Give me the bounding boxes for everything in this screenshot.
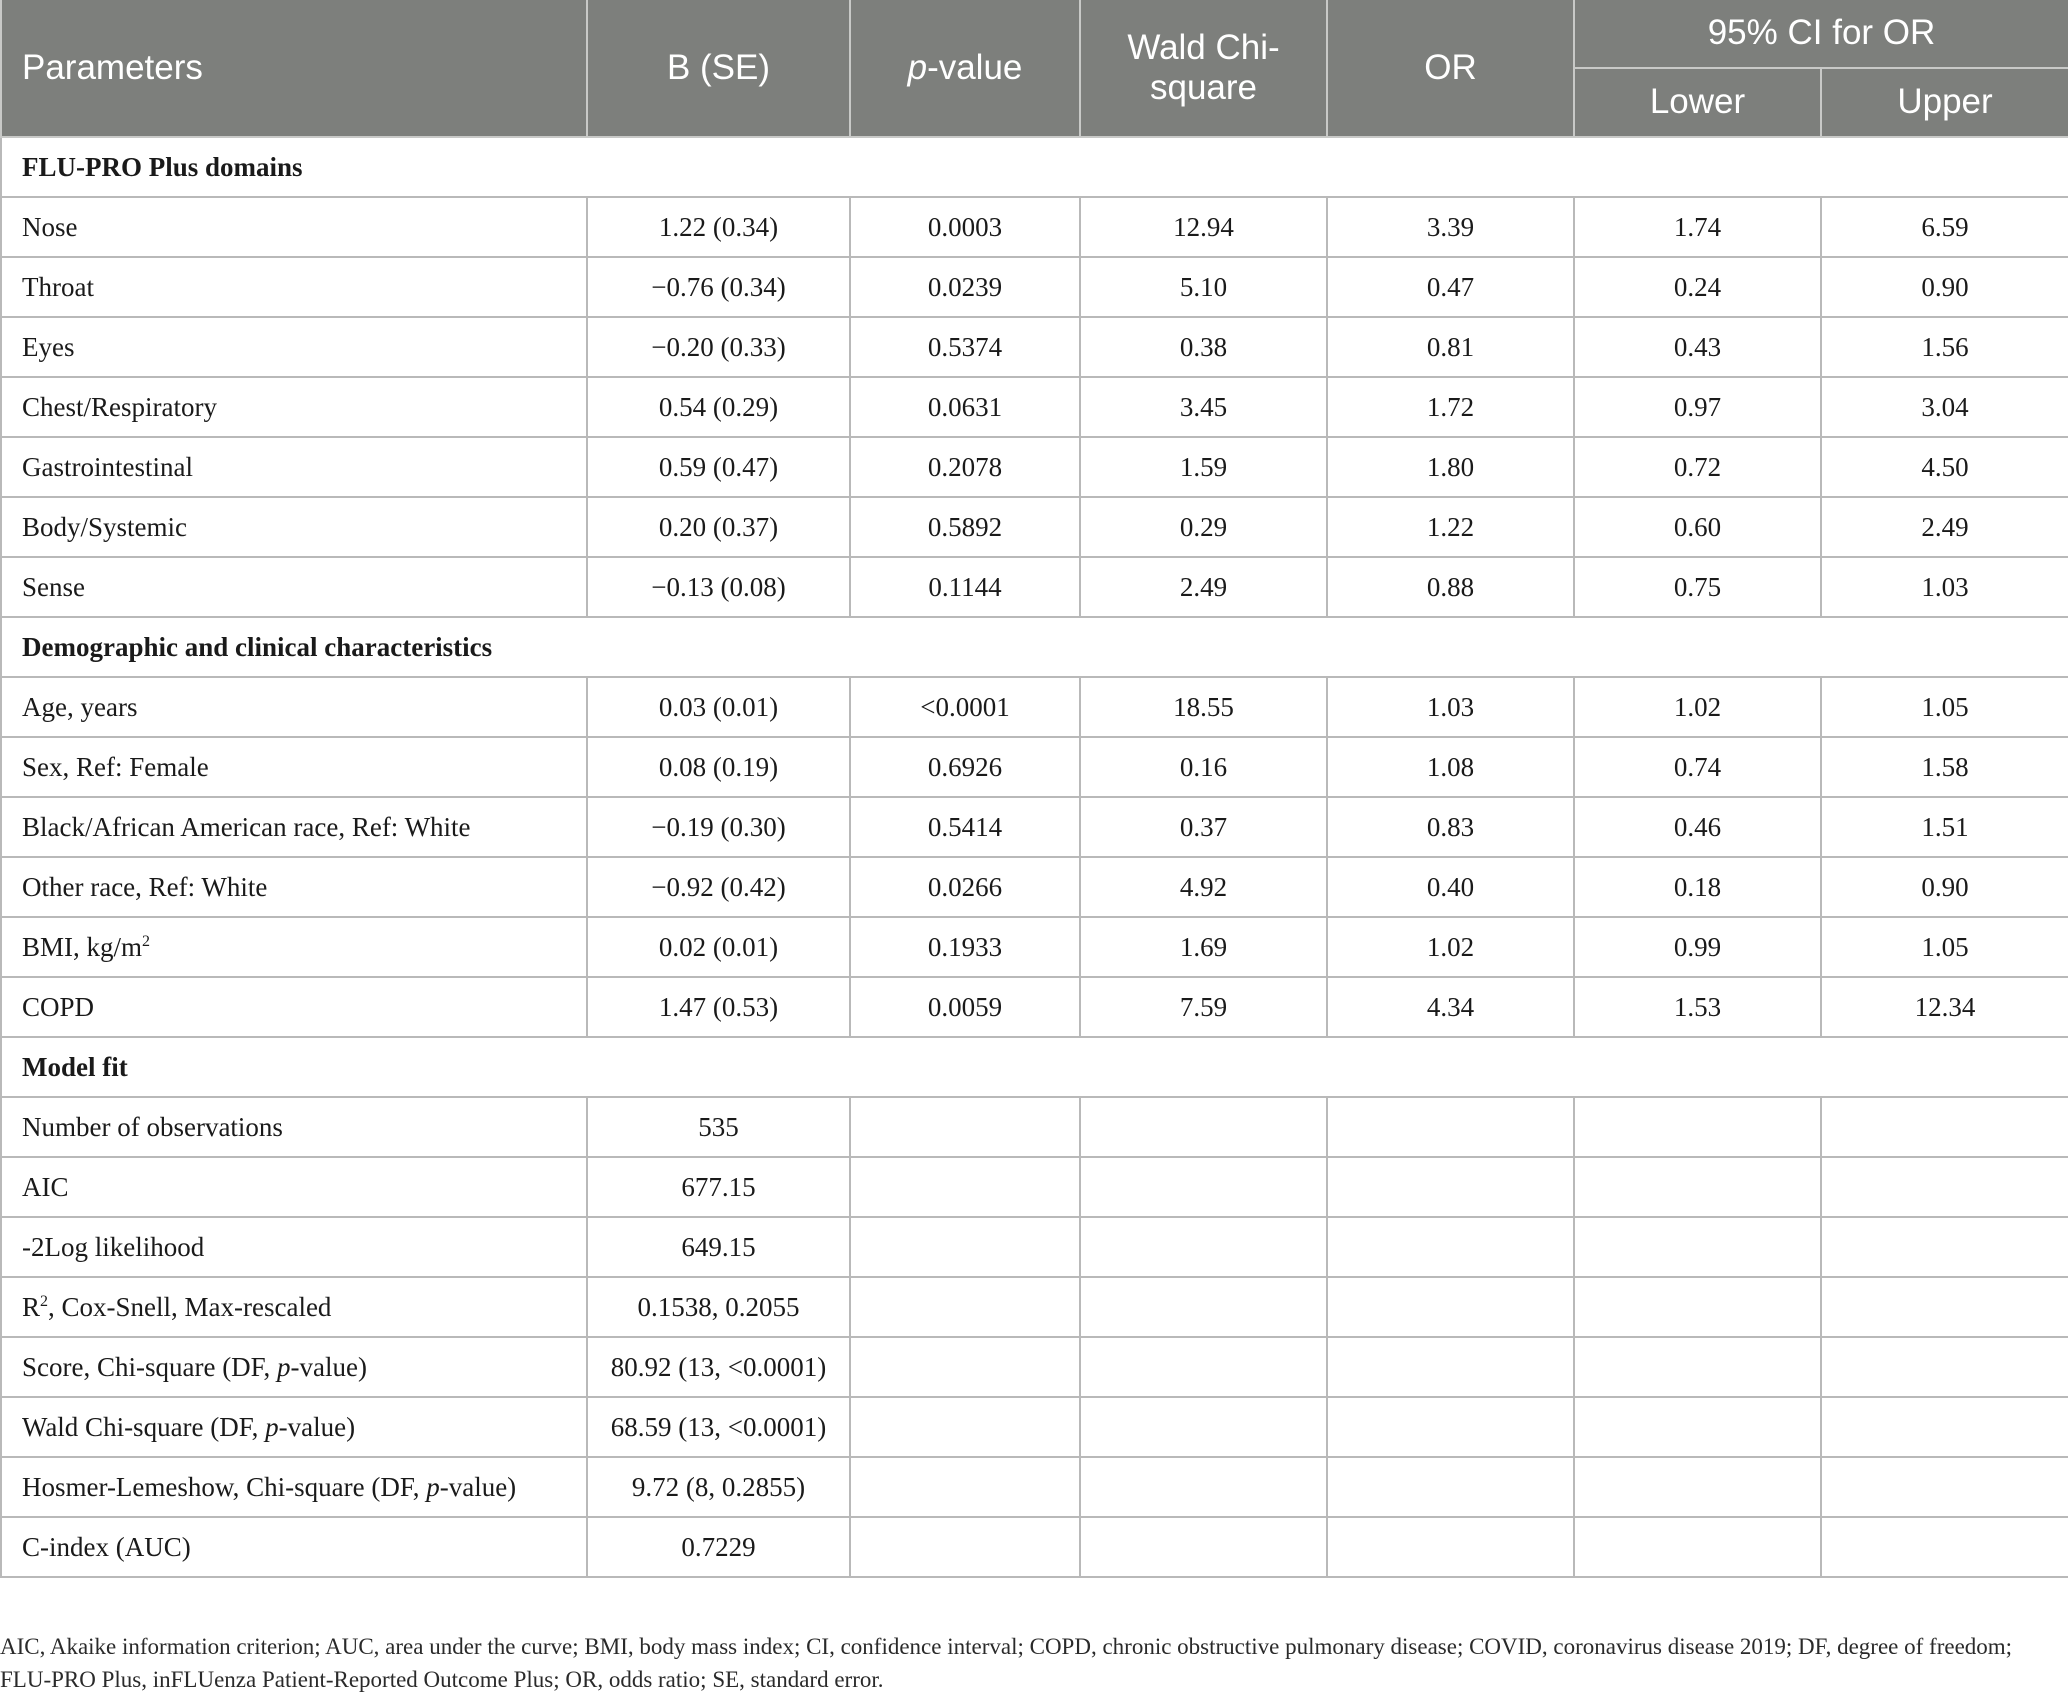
cell-lower: 0.43 <box>1574 317 1821 377</box>
empty-cell <box>1080 1397 1327 1457</box>
cell-lower: 1.53 <box>1574 977 1821 1037</box>
cell-or: 3.39 <box>1327 197 1574 257</box>
table-row <box>1 1277 2068 1337</box>
fit-value: 649.15 <box>587 1217 850 1277</box>
cell-wald: 1.59 <box>1080 437 1327 497</box>
cell-upper: 12.34 <box>1821 977 2068 1037</box>
cell-p: 0.0059 <box>850 977 1080 1037</box>
empty-cell <box>1327 1097 1574 1157</box>
cell-p: 0.5892 <box>850 497 1080 557</box>
empty-cell <box>1574 1277 1821 1337</box>
table-row <box>1 737 2068 797</box>
empty-cell <box>1574 1097 1821 1157</box>
empty-cell <box>850 1337 1080 1397</box>
empty-cell <box>1574 1217 1821 1277</box>
row-label: Age, years <box>1 677 587 737</box>
cell-upper: 1.56 <box>1821 317 2068 377</box>
fit-label <box>1 1457 587 1517</box>
section-model-fit: Model fit <box>1 1037 2068 1097</box>
score-label-b: -value) <box>290 1351 367 1382</box>
cell-b: 0.02 (0.01) <box>587 917 850 977</box>
empty-cell <box>1080 1097 1327 1157</box>
cell-wald: 12.94 <box>1080 197 1327 257</box>
flu-rows <box>1 197 2068 617</box>
empty-cell <box>1080 1157 1327 1217</box>
empty-cell <box>1327 1457 1574 1517</box>
cell-b: 0.54 (0.29) <box>587 377 850 437</box>
table-row <box>1 1337 2068 1397</box>
cell-lower: 0.99 <box>1574 917 1821 977</box>
table-row <box>1 1157 2068 1217</box>
cell-b: −0.13 (0.08) <box>587 557 850 617</box>
cell-b: −0.20 (0.33) <box>587 317 850 377</box>
empty-cell <box>1080 1277 1327 1337</box>
empty-cell <box>1821 1397 2068 1457</box>
cell-b: 1.47 (0.53) <box>587 977 850 1037</box>
cell-lower: 0.46 <box>1574 797 1821 857</box>
table-row <box>1 197 2068 257</box>
empty-cell <box>850 1397 1080 1457</box>
row-label: Chest/Respiratory <box>1 377 587 437</box>
table-body-demo-heading <box>1 617 2068 677</box>
r2-rest: , Cox-Snell, Max-rescaled <box>48 1291 332 1322</box>
cell-upper: 4.50 <box>1821 437 2068 497</box>
r2-sup: 2 <box>40 1292 49 1310</box>
cell-p: 0.0266 <box>850 857 1080 917</box>
cell-wald: 1.69 <box>1080 917 1327 977</box>
header-lower: Lower <box>1574 68 1821 137</box>
empty-cell <box>850 1517 1080 1577</box>
cell-p: 0.0239 <box>850 257 1080 317</box>
row-label: Eyes <box>1 317 587 377</box>
row-label <box>1 917 587 977</box>
header-b-se: B (SE) <box>587 0 850 137</box>
cell-or: 0.47 <box>1327 257 1574 317</box>
cell-p: <0.0001 <box>850 677 1080 737</box>
cell-b: 1.22 (0.34) <box>587 197 850 257</box>
fit-value: 9.72 (8, 0.2855) <box>587 1457 850 1517</box>
cell-wald: 0.37 <box>1080 797 1327 857</box>
cell-b: 0.20 (0.37) <box>587 497 850 557</box>
fit-value: 80.92 (13, <0.0001) <box>587 1337 850 1397</box>
r2-r: R <box>22 1291 41 1322</box>
cell-b: 0.08 (0.19) <box>587 737 850 797</box>
fit-label: C-index (AUC) <box>1 1517 587 1577</box>
bmi-sup: 2 <box>142 932 151 950</box>
row-label: Gastrointestinal <box>1 437 587 497</box>
cell-wald: 0.29 <box>1080 497 1327 557</box>
cell-lower: 1.02 <box>1574 677 1821 737</box>
section-row <box>1 617 2068 677</box>
empty-cell <box>1327 1157 1574 1217</box>
wald-label-a: Wald Chi-square (DF, <box>22 1411 266 1442</box>
table-row <box>1 1217 2068 1277</box>
cell-p: 0.1933 <box>850 917 1080 977</box>
table-row <box>1 317 2068 377</box>
row-label: Throat <box>1 257 587 317</box>
empty-cell <box>1080 1217 1327 1277</box>
row-label: Other race, Ref: White <box>1 857 587 917</box>
wald-label-p: p <box>265 1411 279 1442</box>
header-parameters: Parameters <box>1 0 587 137</box>
empty-cell <box>1574 1157 1821 1217</box>
empty-cell <box>850 1157 1080 1217</box>
cell-lower: 0.60 <box>1574 497 1821 557</box>
cell-upper: 6.59 <box>1821 197 2068 257</box>
cell-p: 0.5374 <box>850 317 1080 377</box>
cell-upper: 1.51 <box>1821 797 2068 857</box>
cell-wald: 3.45 <box>1080 377 1327 437</box>
row-label: COPD <box>1 977 587 1037</box>
cell-or: 4.34 <box>1327 977 1574 1037</box>
table-row <box>1 497 2068 557</box>
fit-label: Number of observations <box>1 1097 587 1157</box>
empty-cell <box>1821 1157 2068 1217</box>
cell-upper: 2.49 <box>1821 497 2068 557</box>
header-p-value <box>850 0 1080 137</box>
cell-wald: 18.55 <box>1080 677 1327 737</box>
cell-upper: 1.05 <box>1821 917 2068 977</box>
fit-value: 0.7229 <box>587 1517 850 1577</box>
cell-wald: 2.49 <box>1080 557 1327 617</box>
empty-cell <box>1327 1277 1574 1337</box>
cell-wald: 4.92 <box>1080 857 1327 917</box>
empty-cell <box>850 1217 1080 1277</box>
cell-or: 0.83 <box>1327 797 1574 857</box>
cell-wald: 7.59 <box>1080 977 1327 1037</box>
cell-b: 0.03 (0.01) <box>587 677 850 737</box>
fit-value: 0.1538, 0.2055 <box>587 1277 850 1337</box>
cell-p: 0.2078 <box>850 437 1080 497</box>
empty-cell <box>1574 1397 1821 1457</box>
empty-cell <box>1821 1517 2068 1577</box>
cell-p: 0.0003 <box>850 197 1080 257</box>
table-row <box>1 437 2068 497</box>
cell-lower: 0.75 <box>1574 557 1821 617</box>
empty-cell <box>1080 1337 1327 1397</box>
table-body-bmi-copd <box>1 917 2068 1577</box>
table-body <box>1 137 2068 197</box>
table-row <box>1 797 2068 857</box>
cell-lower: 1.74 <box>1574 197 1821 257</box>
empty-cell <box>1327 1337 1574 1397</box>
cell-or: 1.72 <box>1327 377 1574 437</box>
empty-cell <box>1574 1517 1821 1577</box>
cell-or: 1.08 <box>1327 737 1574 797</box>
cell-lower: 0.24 <box>1574 257 1821 317</box>
cell-b: −0.76 (0.34) <box>587 257 850 317</box>
fit-value: 535 <box>587 1097 850 1157</box>
cell-lower: 0.18 <box>1574 857 1821 917</box>
table-header <box>1 0 2068 137</box>
section-flu-pro: FLU-PRO Plus domains <box>1 137 2068 197</box>
section-row <box>1 1037 2068 1097</box>
fit-label <box>1 1337 587 1397</box>
row-label: Sense <box>1 557 587 617</box>
hl-label-b: -value) <box>439 1471 517 1502</box>
fit-label: AIC <box>1 1157 587 1217</box>
empty-cell <box>1821 1457 2068 1517</box>
empty-cell <box>1327 1217 1574 1277</box>
empty-cell <box>1821 1217 2068 1277</box>
cell-or: 1.03 <box>1327 677 1574 737</box>
cell-or: 0.81 <box>1327 317 1574 377</box>
header-ci: 95% CI for OR <box>1574 0 2068 68</box>
empty-cell <box>1080 1517 1327 1577</box>
cell-or: 1.80 <box>1327 437 1574 497</box>
table-row <box>1 257 2068 317</box>
fit-label: -2Log likelihood <box>1 1217 587 1277</box>
empty-cell <box>850 1457 1080 1517</box>
row-label: Sex, Ref: Female <box>1 737 587 797</box>
fit-label <box>1 1277 587 1337</box>
cell-p: 0.5414 <box>850 797 1080 857</box>
cell-b: −0.19 (0.30) <box>587 797 850 857</box>
header-or: OR <box>1327 0 1574 137</box>
cell-upper: 1.58 <box>1821 737 2068 797</box>
empty-cell <box>1327 1517 1574 1577</box>
row-label: Nose <box>1 197 587 257</box>
cell-upper: 1.03 <box>1821 557 2068 617</box>
empty-cell <box>1574 1337 1821 1397</box>
header-wald <box>1080 0 1327 137</box>
bmi-label: BMI, kg/m <box>22 931 143 962</box>
hl-label-a: Hosmer-Lemeshow, Chi-square (DF, <box>22 1471 427 1502</box>
header-wald-line2: square <box>1149 68 1258 107</box>
row-label: Black/African American race, Ref: White <box>1 797 587 857</box>
hl-label-p: p <box>426 1471 440 1502</box>
fit-value: 677.15 <box>587 1157 850 1217</box>
section-demographic: Demographic and clinical characteristics <box>1 617 2068 677</box>
header-p-italic: p <box>907 48 928 87</box>
demo-rows <box>1 677 2068 917</box>
score-label-p: p <box>277 1351 291 1382</box>
cell-upper: 3.04 <box>1821 377 2068 437</box>
empty-cell <box>1574 1457 1821 1517</box>
empty-cell <box>850 1097 1080 1157</box>
score-label-a: Score, Chi-square (DF, <box>22 1351 278 1382</box>
cell-lower: 0.74 <box>1574 737 1821 797</box>
table-row <box>1 377 2068 437</box>
row-label: Body/Systemic <box>1 497 587 557</box>
fit-value: 68.59 (13, <0.0001) <box>587 1397 850 1457</box>
table-row <box>1 977 2068 1037</box>
table-row <box>1 677 2068 737</box>
fit-label <box>1 1397 587 1457</box>
table-row <box>1 1097 2068 1157</box>
cell-upper: 1.05 <box>1821 677 2068 737</box>
wald-label-b: -value) <box>278 1411 356 1442</box>
cell-or: 0.40 <box>1327 857 1574 917</box>
empty-cell <box>1821 1097 2068 1157</box>
empty-cell <box>1327 1397 1574 1457</box>
cell-wald: 5.10 <box>1080 257 1327 317</box>
table-row <box>1 917 2068 977</box>
table-row <box>1 557 2068 617</box>
empty-cell <box>850 1277 1080 1337</box>
table-row <box>1 1397 2068 1457</box>
cell-p: 0.0631 <box>850 377 1080 437</box>
header-p-rest: -value <box>927 48 1023 87</box>
cell-lower: 0.97 <box>1574 377 1821 437</box>
cell-or: 1.22 <box>1327 497 1574 557</box>
table-footnote: AIC, Akaike information criterion; AUC, area under the curve; BMI, body mass index; CI, confidence interval; COPD, chronic obstructive pulmonary disease; COVID, coronavirus disease 2019; DF, degree of freedom; FLU-PRO Plus, inFLUenza Patient-Reported Outcome Plus; OR, odds ratio; SE, standard error. <box>0 1634 2013 1692</box>
table-row <box>1 1457 2068 1517</box>
table-row <box>1 1517 2068 1577</box>
section-row <box>1 137 2068 197</box>
cell-or: 0.88 <box>1327 557 1574 617</box>
cell-lower: 0.72 <box>1574 437 1821 497</box>
header-wald-line1: Wald Chi- <box>1127 28 1280 67</box>
cell-upper: 0.90 <box>1821 257 2068 317</box>
cell-upper: 0.90 <box>1821 857 2068 917</box>
empty-cell <box>1821 1277 2068 1337</box>
cell-p: 0.1144 <box>850 557 1080 617</box>
cell-b: −0.92 (0.42) <box>587 857 850 917</box>
cell-or: 1.02 <box>1327 917 1574 977</box>
cell-wald: 0.38 <box>1080 317 1327 377</box>
empty-cell <box>1080 1457 1327 1517</box>
header-upper: Upper <box>1821 68 2068 137</box>
table-row <box>1 857 2068 917</box>
cell-wald: 0.16 <box>1080 737 1327 797</box>
cell-p: 0.6926 <box>850 737 1080 797</box>
empty-cell <box>1821 1337 2068 1397</box>
cell-b: 0.59 (0.47) <box>587 437 850 497</box>
